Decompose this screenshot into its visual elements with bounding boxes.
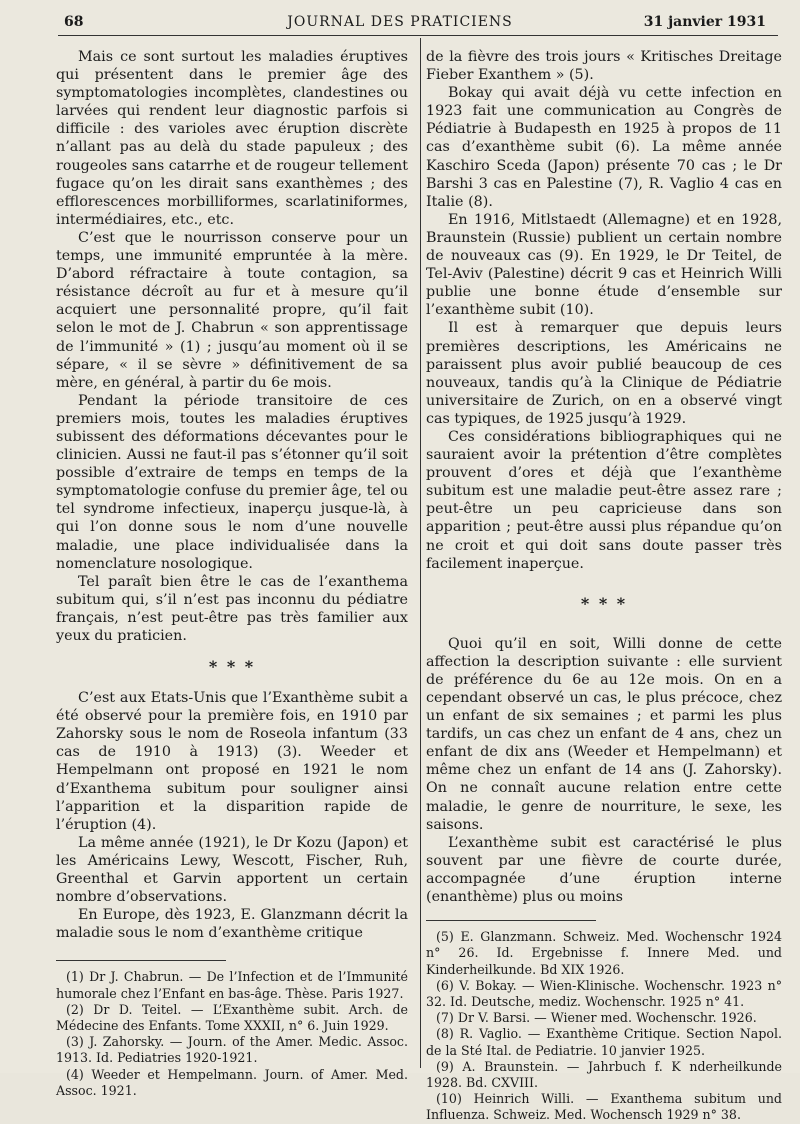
footnote: (5) E. Glanzmann. Schweiz. Med. Wochenschr 1924 n° 26. Id. Ergebnisse f. Innere Med. und Kinderheilkunde. Bd XIX 1926. bbox=[426, 929, 782, 977]
paragraph: Ces considérations bibliographiques qui ne sauraient avoir la prétention d’être complètes prouvent d’ores et déjà que l’exanthème subitum est une maladie peut-être assez rare ; peut-être un peu capricieuse dans son apparition ; peut-être aussi plus répandue qu’on ne croit et qui doit sans doute passer très facilement inaperçue. bbox=[426, 428, 782, 572]
footnote-rule bbox=[56, 960, 226, 961]
paragraph: de la fièvre des trois jours « Kritisches Dreitage Fieber Exanthem » (5). bbox=[426, 49, 782, 84]
column-divider bbox=[420, 38, 421, 1068]
paragraph: La même année (1921), le Dr Kozu (Japon) et les Américains Lewy, Wescott, Fischer, Ruh, Greenthal et Garvin apportent un certain nombre d’observations. bbox=[56, 834, 408, 906]
footnote: (9) A. Braunstein. — Jahrbuch f. K nderheilkunde 1928. Bd. CXVIII. bbox=[426, 1058, 782, 1090]
page-number: 68 bbox=[64, 14, 84, 30]
footnote: (3) J. Zahorsky. — Journ. of the Amer. Medic. Assoc. 1913. Id. Pediatries 1920-1921. bbox=[56, 1034, 408, 1066]
section-separator: * * * bbox=[580, 593, 628, 613]
right-column bbox=[426, 48, 782, 1124]
paragraph: Il est à remarquer que depuis leurs premières descriptions, les Américains ne paraissent plus avoir publié beaucoup de ces nouveaux, tandis qu’à la Clinique de Pédiatrie universitaire de Zurich, on en a observé vingt cas typiques, de 1925 jusqu’à 1929. bbox=[426, 320, 782, 427]
paragraph: Pendant la période transitoire de ces premiers mois, toutes les maladies éruptives subissent des déformations décevantes pour le clinicien. Aussi ne faut-il pas s’étonner qu’il soit possible d’extraire de temps en temps de la symptomatologie confuse du premier âge, tel ou tel syndrome infectieux, inaperçu jusque-là, à qui l’on donne sous le nom d’une nouvelle maladie, une place individualisée dans la nomenclature nosologique. bbox=[56, 392, 408, 572]
paragraph: Tel paraît bien être le cas de l’exanthema subitum qui, s’il n’est pas inconnu du pédiatre français, n’est peut-être pas très familier aux yeux du praticien. bbox=[56, 573, 408, 644]
footnote: (8) R. Vaglio. — Exanthème Critique. Section Napol. de la Sté Ital. de Pediatrie. 10 janvier 1925. bbox=[426, 1026, 782, 1058]
paragraph: Bokay qui avait déjà vu cette infection en 1923 fait une communication au Congrès de Pédiatrie à Budapesth en 1925 à propos de 11 cas d’exanthème subit (6). La même année Kaschiro Sceda (Japon) présente 70 cas ; le Dr Barshi 3 cas en Palestine (7), R. Vaglio 4 cas en Italie (8). bbox=[426, 85, 782, 210]
paragraph: Mais ce sont surtout les maladies éruptives qui présentent dans le premier âge des symptomatologies incomplètes, clandestines ou larvées qui rendent leur diagnostic parfois si difficile : des varioles avec éruption discrète n’allant pas au delà du stade papuleux ; des rougeoles sans catarrhe et de rougeur tellement fugace qu’on les dirait sans exanthèmes ; des efflorescences morbilliformes, scarlatiniformes, intermédiaires, etc., etc. bbox=[56, 49, 408, 228]
paragraph: En Europe, dès 1923, E. Glanzmann décrit la maladie sous le nom d’exanthème critique bbox=[56, 907, 408, 942]
footnote: (2) Dr D. Teitel. — L’Exanthème subit. Arch. de Médecine des Enfants. Tome XXXII, n° 6. Juin 1929. bbox=[56, 1001, 408, 1034]
paragraph: En 1916, Mitlstaedt (Allemagne) et en 1928, Braunstein (Russie) publient un certain nombre de nouveaux cas (9). En 1929, le Dr Teitel, de Tel-Aviv (Palestine) décrit 9 cas et Heinrich Willi publie une bonne étude d’ensemble sur l’exanthème subit (10). bbox=[426, 211, 782, 319]
footnote: (6) V. Bokay. — Wien-Klinische. Wochenschr. 1923 n° 32. Id. Deutsche, mediz. Wochenschr. 1925 n° 41. bbox=[426, 977, 782, 1009]
paragraph: Quoi qu’il en soit, Willi donne de cette affection la description suivante : elle survient de préférence du 6e au 12e mois. On en a cependant observé un cas, le plus précoce, chez un enfant de six semaines ; et parmi les plus tardifs, un cas chez un enfant de 4 ans, chez un enfant de dix ans (Weeder et Hempelmann) et même chez un enfant de 14 ans (J. Zahorsky). On ne connaît aucune relation entre cette maladie, le genre de nourriture, le sexe, les saisons. bbox=[426, 635, 782, 833]
left-column bbox=[56, 48, 408, 1099]
section-separator: * * * bbox=[208, 657, 256, 677]
running-header bbox=[0, 0, 800, 36]
paragraph: C’est aux Etats-Unis que l’Exanthème subit a été observé pour la première fois, en 1910 par Zahorsky sous le nom de Roseola infantum (33 cas de 1910 à 1913) (3). Weeder et Hempelmann ont proposé en 1921 le nom d’Exanthema subitum pour souligner ainsi l’apparition et la disparition rapide de l’éruption (4). bbox=[56, 690, 408, 833]
paragraph: L’exanthème subit est caractérisé le plus souvent par une fièvre de courte durée, accompagnée d’une éruption interne (enanthème) plus ou moins bbox=[426, 834, 782, 906]
paragraph: C’est que le nourrisson conserve pour un temps, une immunité empruntée à la mère. D’abord réfractaire à toute contagion, sa résistance décroît au fur et à mesure qu’il acquiert une personnalité propre, qu’il fait selon le mot de J. Chabrun « son apprentissage de l’immunité » (1) ; jusqu’au moment où il se sépare, « il se sèvre » définitivement de sa mère, en général, à partir du 6e mois. bbox=[56, 229, 408, 391]
footnote: (10) Heinrich Willi. — Exanthema subitum und Influenza. Schweiz. Med. Wochensch 1929 n° 38. bbox=[426, 1091, 782, 1123]
header-rule bbox=[58, 35, 778, 36]
footnote: (4) Weeder et Hempelmann. Journ. of Amer. Med. Assoc. 1921. bbox=[56, 1066, 408, 1098]
footnote: (7) Dr V. Barsi. — Wiener med. Wochenschr. 1926. bbox=[436, 1010, 757, 1026]
journal-title: JOURNAL DES PRATICIENS bbox=[287, 14, 513, 30]
issue-date: 31 janvier 1931 bbox=[643, 14, 766, 30]
footnote-rule bbox=[426, 920, 596, 921]
footnote: (1) Dr J. Chabrun. — De l’Infection et de l’Immunité humorale chez l’Enfant en bas-âge. Thèse. Paris 1927. bbox=[56, 969, 408, 1001]
